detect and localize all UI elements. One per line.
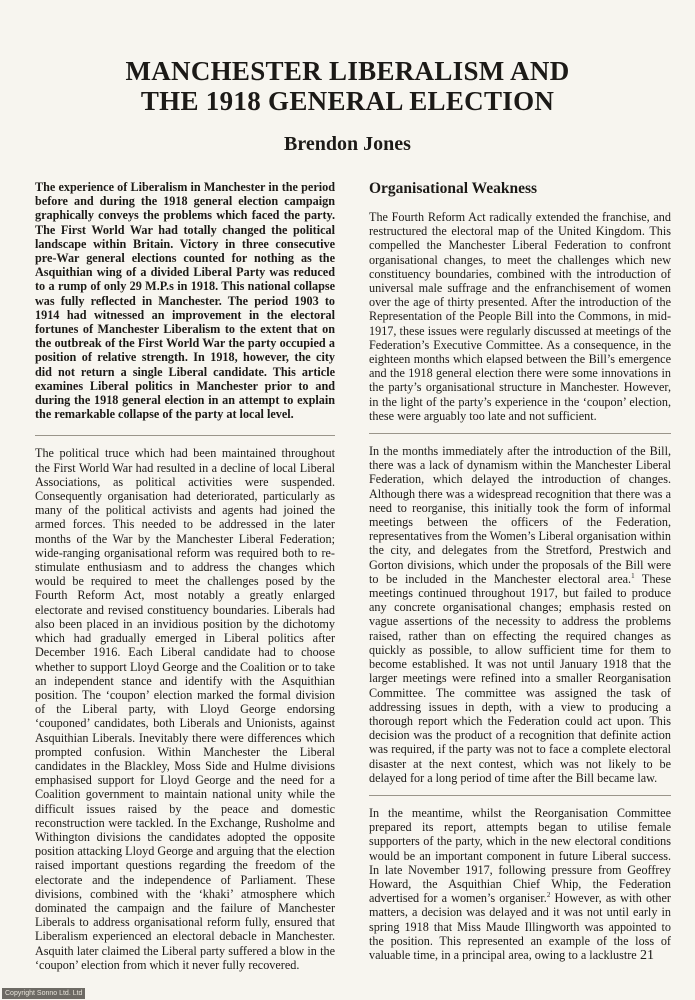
footnote-ref-2: 2 <box>546 891 551 900</box>
title-line-2: THE 1918 GENERAL ELECTION <box>140 86 555 116</box>
page-number: 21 <box>640 948 654 963</box>
abstract-divider <box>35 435 335 436</box>
abstract-paragraph: The experience of Liberalism in Manchester in the period before and during the 1918 general election campaign graphically conveys the problems which faced the party. The First World War had totally changed the political landscape within Britain. Victory in three consecutive pre-War general elections counted for nothing as the Asquithian wing of a divided Liberal Party was reduced to a rump of only 29 M.P.s in 1918. This national collapse was fully reflected in Manchester. The period 1903 to 1914 had witnessed an improvement in the electoral fortunes of Manchester Liberalism to the extent that on the outbreak of the First World War the party occupied a position of relative strength. In 1918, however, the city did not return a single Liberal candidate. This article examines Liberal politics in Manchester prior to and during the 1918 general election in an attempt to explain the remarkable collapse of the party at local level. <box>35 180 335 422</box>
left-column <box>35 180 335 982</box>
author-name: Brendon Jones <box>284 133 411 155</box>
body-paragraph-2: The Fourth Reform Act radically extended the franchise, and restructured the electoral map of the United Kingdom. This compelled the Manchester Liberal Federation to confront organisational changes, to meet the challenges which new constituency boundaries, combined with the introduction of universal male suffrage and the enfranchisement of women over the age of thirty presented. After the introduction of the Representation of the People Bill into the Commons, in mid-1917, these issues were regularly discussed at meetings of the Federation’s Executive Committee. As a consequence, in the eighteen months which elapsed between the Bill’s emergence and the 1918 general election there were some innovations in the party’s organisational structure in Manchester. However, in the light of the party’s experience in the ‘coupon’ election, these were arguably too late and not sufficient. <box>369 210 671 423</box>
paragraph-3-part-b: These meetings continued throughout 1917, but failed to produce any concrete organisational changes; emphasis rested on vague assertions of the necessity to address the problems raised, rather than on effecting the required changes as quickly as possible, to allow sufficient time for them to become established. It was not until January 1918 that the larger meetings were refined into a smaller Reorganisation Committee. The committee was assigned the task of addressing issues in depth, with a view to producing a thorough report which the Federation could act upon. This decision was the product of a recognition that definite action was required, if the party was not to face a complete electoral disaster at the next contest, which was not likely to be delayed for a long period of time after the Bill became law. <box>369 571 671 785</box>
body-paragraph-3 <box>369 444 671 785</box>
paragraph-4-part-a: In the meantime, whilst the Reorganisation Committee prepared its report, attempts began to utilise female supporters of the party, which in the new electoral conditions would be an important component in future Liberal success. In late November 1917, following pressure from Geoffrey Howard, the Asquithian Chief Whip, the Federation advertised for a women’s organiser. <box>369 805 671 906</box>
body-paragraph-4 <box>369 806 671 962</box>
title-line-1: MANCHESTER LIBERALISM AND <box>125 56 570 86</box>
body-paragraph-1: The political truce which had been maintained throughout the First World War had resulted in a decline of local Liberal Associations, as political activities were suspended. Consequently organisation had deteriorated, particularly as many of the political activists and agents had joined the armed forces. This needed to be addressed in the later months of the War by the Manchester Liberal Federation; wide-ranging organisational reform was required both to re-stimulate enthusiasm and to address the changes which would be required to meet the challenges posed by the Fourth Reform Act, most notably a greatly enlarged electorate and revised constituency boundaries. Liberals had also been placed in an invidious position by the dichotomy which had gradually emerged in Liberal politics after December 1916. Each Liberal candidate had to choose whether to support Lloyd George and the Coalition or to take an independent stance and identify with the Asquithian position. The ‘coupon’ election marked the formal division of the Liberal party, with Lloyd George endorsing ‘couponed’ candidates, both Liberals and Unionists, against Asquithian Liberals. Inevitably there were differences which prompted confusion. Within Manchester the Liberal candidates in the Blackley, Moss Side and Hulme divisions emphasised support for Lloyd George and the need for a Coalition government to maintain national unity while the difficult issues raised by the peace and domestic reconstruction were tackled. In the Exchange, Rusholme and Withington divisions the candidates adopted the opposite position attacking Lloyd George and arguing that the election raised important questions regarding the freedom of the electorate and the independence of Parliament. These divisions, combined with the ‘khaki’ atmosphere which dominated the campaign and the failure of Manchester Liberals to address organisational reform fully, ensured that Liberalism experienced an electoral debacle in Manchester. Asquith later claimed the Liberal party suffered a blow in the ‘coupon’ election from which it never fully recovered. <box>35 446 335 972</box>
right-column <box>369 180 671 972</box>
copyright-notice: Copyright Sonno Ltd. Ltd <box>2 988 85 999</box>
article-title <box>100 56 595 116</box>
paragraph-divider-1 <box>369 433 671 434</box>
paragraph-3-part-a: In the months immediately after the introduction of the Bill, there was a lack of dynamism within the Manchester Liberal Federation, which delayed the introduction of changes. Although there was a widespread recognition that there was a need to reorganise, this initially took the form of informal meetings between the officers of the Federation, representatives from the Women’s Liberal organisation within the city, and delegates from the Stretford, Prestwich and Gorton divisions, which under the proposals of the Bill were to be included in the Manchester electoral area. <box>369 444 671 586</box>
section-heading: Organisational Weakness <box>369 180 538 197</box>
footnote-ref-1: 1 <box>631 571 635 580</box>
paragraph-4-part-b: However, as with other matters, a decision was delayed and it was not until early in spring 1918 that Miss Maude Illingworth was appointed to the position. This represented an example of the loss of valuable time, in a principal area, owing to a lacklustre <box>369 891 671 962</box>
paragraph-divider-2 <box>369 795 671 796</box>
